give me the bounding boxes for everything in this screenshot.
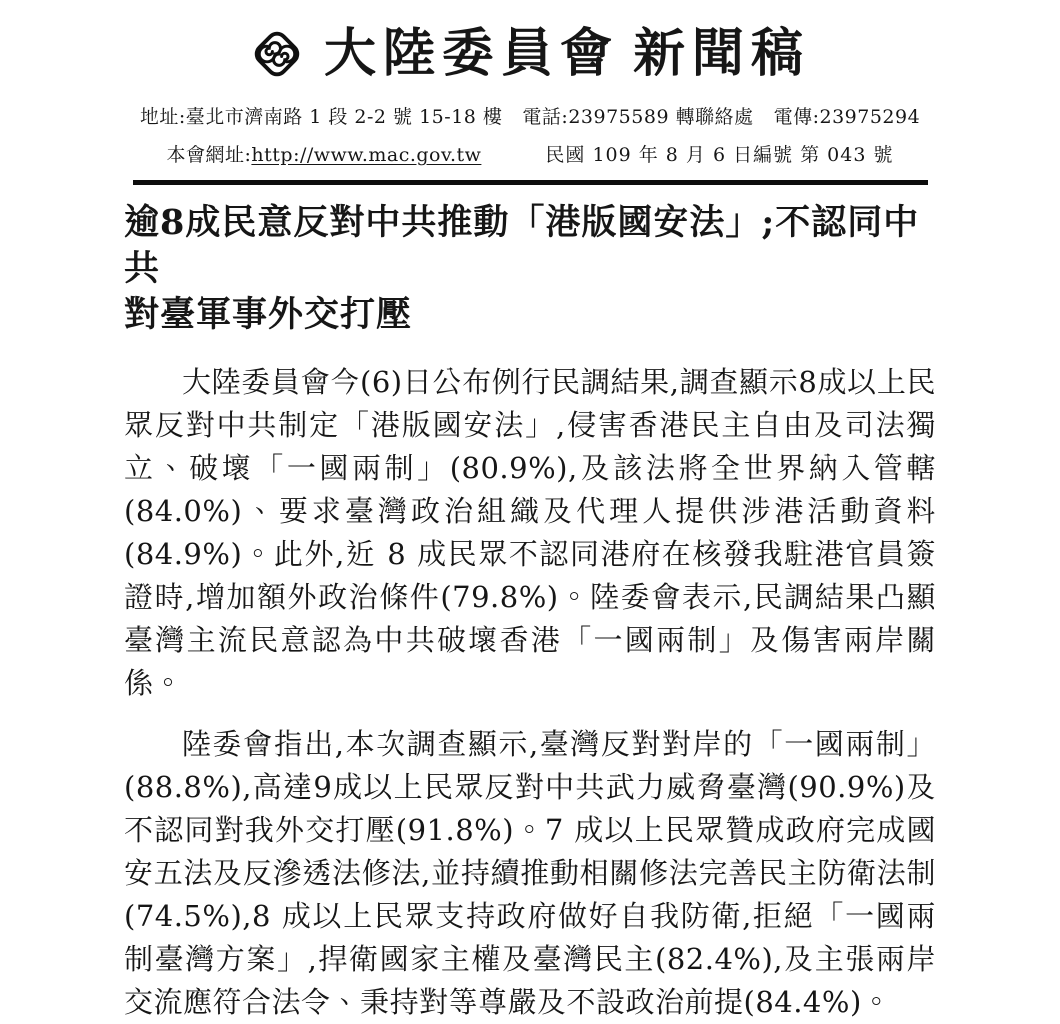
document-header <box>0 0 1060 88</box>
website-issue-line <box>0 140 1060 167</box>
contact-info-line <box>0 102 1060 129</box>
mac-double-spiral-logo-icon <box>250 20 304 88</box>
press-release-title <box>124 200 936 338</box>
press-release-body <box>124 361 936 1024</box>
press-title-line-1: 逾8成民意反對中共推動「港版國安法」;不認同中共 <box>124 202 920 289</box>
paragraph-2: 陸委會指出,本次調查顯示,臺灣反對對岸的「一國兩制」(88.8%),高達9成以上民眾反對中共武力威脅臺灣(90.9%)及不認同對我外交打壓(91.8%)。7 成以上民眾贊成政府完成國安五法及反滲透法修法,並持續推動相關修法完善民主防衛法制(74.5%),8 成以上民眾支持政府做好自我防衛,拒絕「一國兩制臺灣方案」,捍衛國家主權及臺灣民主(82.4%),及主張兩岸交流應符合法令、秉持對等尊嚴及不設政治前提(84.4%)。 <box>124 727 936 1019</box>
fax-text: 電傳:23975294 <box>773 106 921 128</box>
press-title-line-2: 對臺軍事外交打壓 <box>124 294 413 335</box>
issue-date-number: 民國 109 年 8 月 6 日編號 第 043 號 <box>545 144 894 166</box>
website-label: 本會網址: <box>166 144 252 166</box>
org-name: 大陸委員會 <box>323 23 619 85</box>
phone-text: 電話:23975589 轉聯絡處 <box>522 106 754 128</box>
header-divider <box>133 180 928 185</box>
website-row <box>167 140 482 167</box>
address-text: 地址:臺北市濟南路 1 段 2-2 號 15-18 樓 <box>139 106 503 128</box>
doc-type-label: 新聞稿 <box>633 23 811 85</box>
website-link[interactable]: http://www.mac.gov.tw <box>251 144 482 166</box>
paragraph-1: 大陸委員會今(6)日公布例行民調結果,調查顯示8成以上民眾反對中共制定「港版國安法」,侵害香港民主自由及司法獨立、破壞「一國兩制」(80.9%),及該法將全世界納入管轄(84.0%)、要求臺灣政治組織及代理人提供涉港活動資料(84.9%)。此外,近 8 成民眾不認同港府在核發我駐港官員簽證時,增加額外政治條件(79.8%)。陸委會表示,民調結果凸顯臺灣主流民意認為中共破壞香港「一國兩制」及傷害兩岸關係。 <box>124 365 936 700</box>
press-release-content <box>124 200 936 1024</box>
contact-info-block <box>0 102 1060 167</box>
org-title <box>324 24 810 84</box>
